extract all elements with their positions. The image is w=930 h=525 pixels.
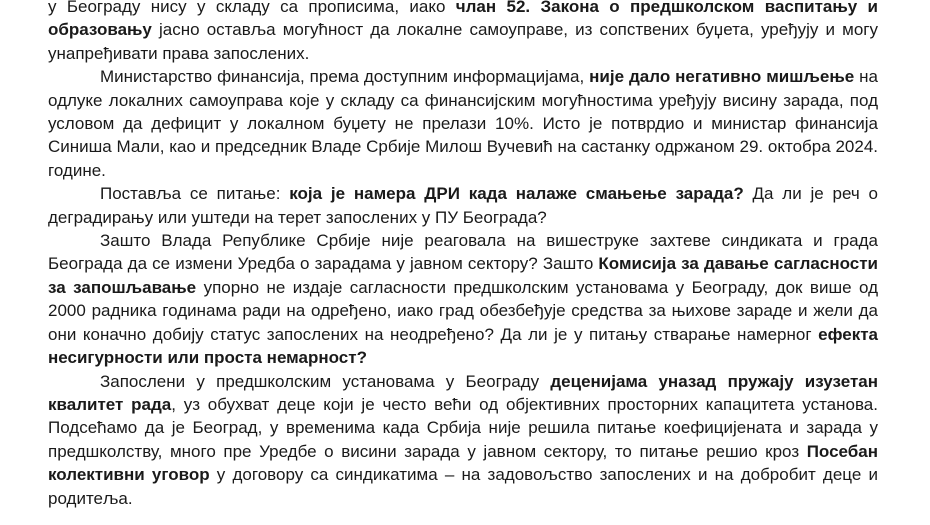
p4-text-1: Зашто Влада Републике Србије није реаговала на вишеструке захтеве синдиката и града Београда да се измени Уредба о зарадама у јавном сектору? Зашто [48, 231, 878, 274]
p5-text-3: у договору са синдикатима – на задовољство запослених и на добробит деце и родитеља. [48, 465, 878, 508]
p3-text-2: Да ли је реч о деградирању или уштеди на терет запослених у ПУ Београда? [48, 184, 878, 227]
p2-text-2: на одлуке локалних самоуправа које у складу са финансијским могућностима уређују висину зарада, под условом да дефицит у локалном буџету не прелази 10%. Исто је потврдио и министар финансија Синиша Мали, као и председник Владе Србије Милош Вучевић на састанку одржаном 29. октобра 2024. године. [48, 67, 879, 180]
p1-bold-law-reference: члан 52. Закона о предшколском васпитању и образовању [48, 0, 878, 40]
p5-text-2: , уз обухват деце који је често већи од објективних просторних капацитета установа. Подсећамо да је Београд, у временима када Србија није решила питање коефицијената и зарада у предшколству, много пре Уредбе о висини зарада у јавном сектору, то питање решио кроз [48, 394, 878, 461]
p2-text-1: Министарство финансија, према доступним информацијама, [100, 67, 590, 87]
p4-bold-commission: Комисија за давање сагласности за запошљавање [48, 254, 878, 297]
p1-text-2: јасно оставља могућност да локалне самоуправе, из сопствених буџета, уређују и могу унапређивати права запослених. [48, 20, 878, 63]
paragraph-4 [48, 229, 878, 369]
p5-text-1: Запослени у предшколским установама у Београду [100, 371, 551, 391]
p3-text-1: Поставља се питање: [100, 184, 290, 204]
p2-bold-no-negative-opinion: није дало негативно мишљење [589, 67, 855, 87]
p4-text-2: упорно не издаје сагласности предшколским установама у Београду, док више од 2000 радника годинама ради на одређено, иако град обезбеђује средства за њихове зараде и жели да они коначно добију статус запослених на неодређено? Да ли је у питању стварање намерног [48, 277, 878, 344]
paragraph-5 [48, 370, 878, 510]
p3-bold-question: која је намера ДРИ када налаже смањење зарада? [289, 184, 744, 204]
p1-text-1: у Београду нису у складу са прописима, иако [48, 0, 456, 16]
paragraph-3 [48, 182, 878, 229]
p4-bold-uncertainty: ефекта несигурности или проста немарност? [48, 324, 878, 368]
p5-bold-collective-agreement: Посебан колективни уговор [48, 441, 878, 485]
paragraph-1 [48, 0, 878, 65]
document-body [48, 0, 878, 510]
paragraph-2 [48, 65, 878, 182]
p5-bold-quality: деценијама уназад пружају изузетан квалитет рада [48, 371, 879, 414]
